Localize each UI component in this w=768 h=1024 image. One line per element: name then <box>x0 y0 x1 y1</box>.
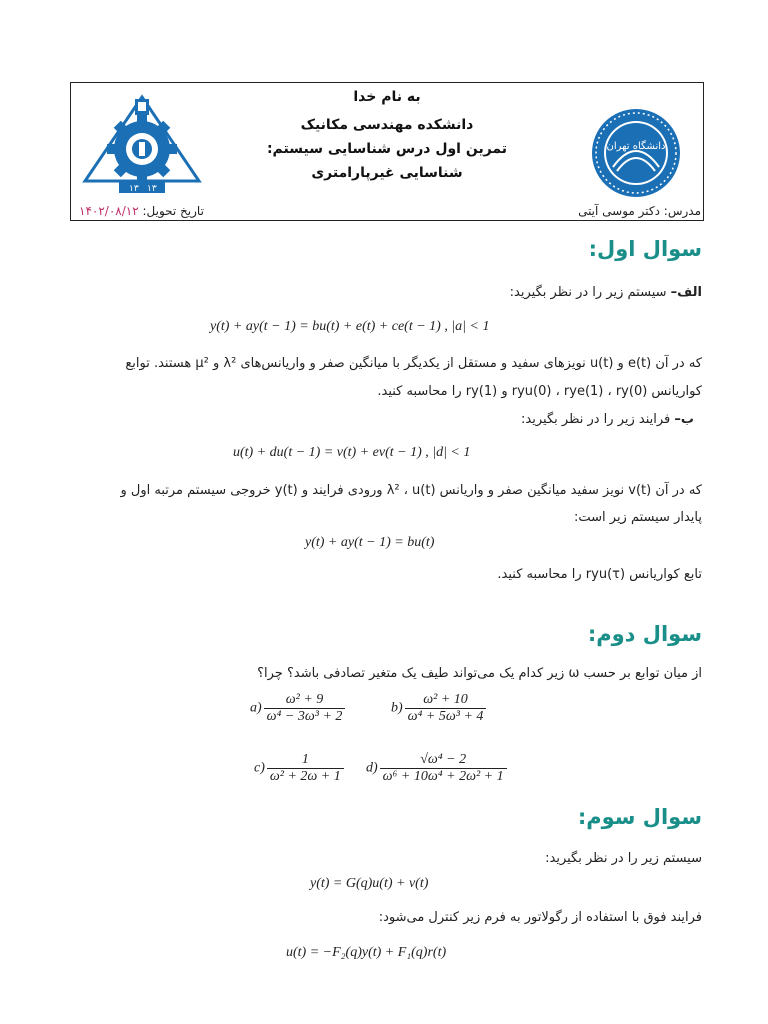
q1-line-3: که در آن v(t) نویز سفید میانگین صفر و واریانس λ² ، u(t) ورودی فرایند و y(t) خروجی سیستم مرتبه اول و <box>120 483 702 498</box>
q3-line-1: سیستم زیر را در نظر بگیرید: <box>545 851 702 866</box>
university-logo <box>581 105 691 203</box>
q3-equation-1: y(t) = G(q)u(t) + v(t) <box>310 876 429 891</box>
q2-option-b-numerator: ω² + 10 <box>423 692 468 707</box>
q1-line-1: که در آن e(t) و u(t) نویزهای سفید و مستقل از یکدیگر با میانگین صفر و واریانس‌های λ² و μ² هستند. توابع <box>125 356 702 371</box>
q1-part-b <box>521 412 694 427</box>
q2-option-c-numerator: 1 <box>301 752 309 767</box>
q1-equation-3: y(t) + ay(t − 1) = bu(t) <box>305 535 435 550</box>
faculty-name: دانشکده مهندسی مکانیک <box>300 117 474 133</box>
q1-line-2: کواریانس ryu(0) ، rye(1) ، ry(0) و ry(1) را محاسبه کنید. <box>377 384 702 399</box>
q2-option-d-numerator: √ω⁴ − 2 <box>420 752 467 767</box>
q2-title: سوال دوم: <box>587 622 702 646</box>
q1-part-b-intro: فرایند زیر را در نظر بگیرید: <box>521 412 671 427</box>
q1-part-a-label: الف– <box>670 285 702 300</box>
teacher-name: مدرس: دکتر موسی آیتی <box>578 204 701 218</box>
q1-title: سوال اول: <box>588 237 702 261</box>
logo-digits-a: ۱۳ <box>129 184 139 194</box>
q2-option-d-label: d) <box>366 760 378 776</box>
q2-option-b-denominator: ω⁴ + 5ω³ + 4 <box>405 708 487 725</box>
q2-option-a-numerator: ω² + 9 <box>285 692 324 707</box>
q2-option-a-label: a) <box>250 700 262 716</box>
q2-option-a-fraction <box>264 692 346 725</box>
q2-option-b-fraction <box>405 692 487 725</box>
q2-option-c <box>254 752 346 785</box>
q3-title: سوال سوم: <box>577 805 702 829</box>
q2-option-c-label: c) <box>254 760 265 776</box>
assignment-topic: شناسایی غیرپارامتری <box>311 165 463 181</box>
q1-line-4: پایدار سیستم زیر است: <box>573 510 702 525</box>
q1-part-a-intro: سیستم زیر را در نظر بگیرید: <box>509 285 667 300</box>
q2-option-c-fraction <box>267 752 344 785</box>
header-box <box>70 82 704 221</box>
q1-part-b-label: ب– <box>674 412 694 427</box>
delivery-date-value: ۱۴۰۲/۰۸/۱۲ <box>79 204 139 218</box>
logo-text: دانشگاه تهران <box>606 141 666 152</box>
q2-option-b-label: b) <box>391 700 403 716</box>
bismillah: به نام خدا <box>353 89 421 105</box>
q1-equation-1: y(t) + ay(t − 1) = bu(t) + e(t) + ce(t − 1) , |a| < 1 <box>210 319 490 334</box>
q2-option-a <box>250 692 347 725</box>
assignment-title: تمرین اول درس شناسایی سیستم: <box>266 141 508 157</box>
q1-part-a <box>510 285 702 300</box>
delivery-label: تاریخ تحویل: <box>142 204 204 218</box>
q1-line-5: تابع کواریانس ryu(τ) را محاسبه کنید. <box>497 567 702 582</box>
q2-option-d-denominator: ω⁶ + 10ω⁴ + 2ω² + 1 <box>380 768 507 785</box>
q1-equation-2: u(t) + du(t − 1) = v(t) + ev(t − 1) , |d| < 1 <box>233 445 471 460</box>
q2-option-d-fraction <box>380 752 507 785</box>
q2-option-a-denominator: ω⁴ − 3ω³ + 2 <box>264 708 346 725</box>
q3-equation-2: u(t) = −F₂(q)y(t) + F₁(q)r(t) <box>286 945 447 960</box>
q2-option-b <box>391 692 488 725</box>
q3-line-2: فرایند فوق با استفاده از رگولاتور به فرم زیر کنترل می‌شود: <box>378 910 702 925</box>
logo-digits-b: ۱۳ <box>147 184 157 194</box>
delivery-date <box>79 204 204 218</box>
q2-prompt: از میان توابع بر حسب ω زیر کدام یک می‌تواند طیف یک متغیر تصادفی باشد؟ چرا؟ <box>257 666 702 681</box>
q2-option-c-denominator: ω² + 2ω + 1 <box>267 768 344 785</box>
q2-option-d <box>366 752 509 785</box>
